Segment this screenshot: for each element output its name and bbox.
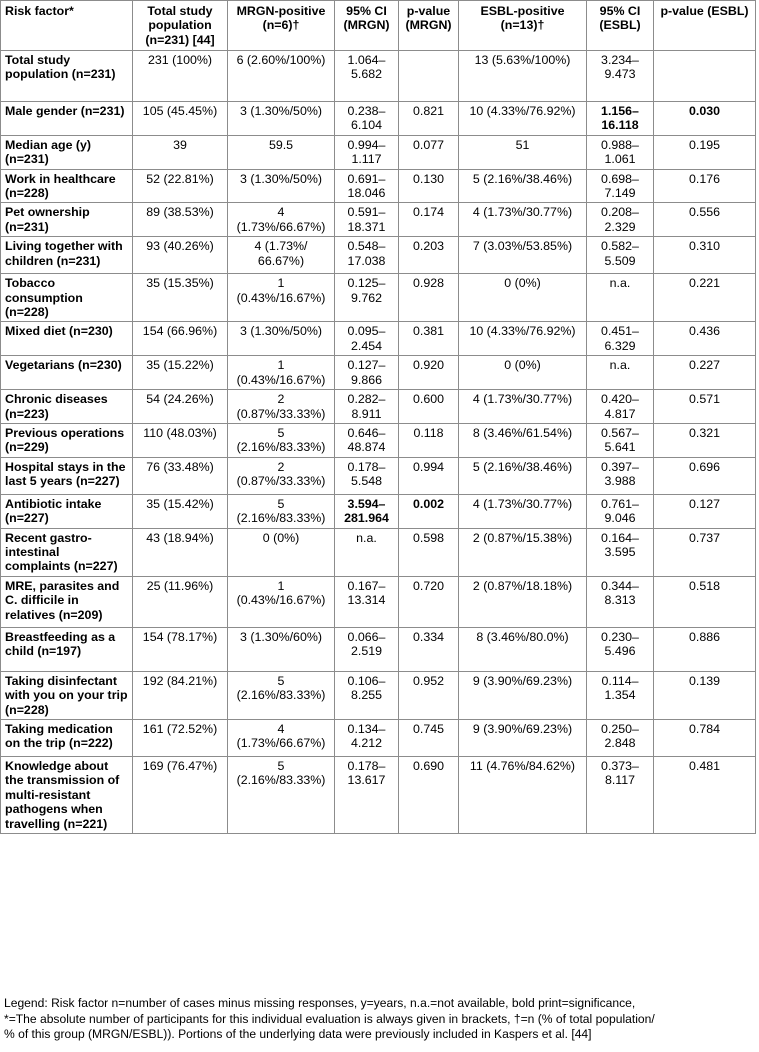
cell-ci-esbl: 0.114– 1.354 xyxy=(587,671,654,719)
cell-ci-esbl: 0.208– 2.329 xyxy=(587,203,654,237)
cell-risk-factor: Previous operations (n=229) xyxy=(1,423,133,457)
cell-ci-esbl: 0.567– 5.641 xyxy=(587,423,654,457)
cell-mrgn-positive: 5 (2.16%/83.33%) xyxy=(228,423,335,457)
cell-p-value-esbl: 0.321 xyxy=(654,423,756,457)
cell-total-population: 231 (100%) xyxy=(133,51,228,102)
cell-esbl-positive: 9 (3.90%/69.23%) xyxy=(459,719,587,756)
cell-mrgn-positive: 1 (0.43%/16.67%) xyxy=(228,356,335,390)
cell-total-population: 154 (66.96%) xyxy=(133,322,228,356)
table-row xyxy=(1,135,756,169)
table-row xyxy=(1,51,756,102)
table-row xyxy=(1,423,756,457)
cell-risk-factor: Hospital stays in the last 5 years (n=227) xyxy=(1,457,133,494)
cell-esbl-positive: 2 (0.87%/18.18%) xyxy=(459,576,587,627)
cell-mrgn-positive: 2 (0.87%/33.33%) xyxy=(228,457,335,494)
cell-total-population: 154 (78.17%) xyxy=(133,627,228,671)
cell-ci-esbl: 0.420– 4.817 xyxy=(587,390,654,424)
cell-risk-factor: Work in healthcare (n=228) xyxy=(1,169,133,203)
cell-risk-factor: Knowledge about the transmission of multi-resistant pathogens when travelling (n=221) xyxy=(1,756,133,833)
cell-mrgn-positive: 3 (1.30%/60%) xyxy=(228,627,335,671)
header-ci-esbl: 95% CI (ESBL) xyxy=(587,1,654,51)
cell-ci-mrgn: 0.591– 18.371 xyxy=(335,203,399,237)
cell-p-value-esbl: 0.127 xyxy=(654,494,756,528)
cell-esbl-positive: 0 (0%) xyxy=(459,274,587,322)
cell-p-value-mrgn: 0.077 xyxy=(399,135,459,169)
cell-ci-mrgn: 0.994– 1.117 xyxy=(335,135,399,169)
table-row xyxy=(1,576,756,627)
cell-ci-esbl: 0.397– 3.988 xyxy=(587,457,654,494)
cell-total-population: 54 (24.26%) xyxy=(133,390,228,424)
cell-total-population: 105 (45.45%) xyxy=(133,102,228,136)
cell-ci-esbl: 3.234– 9.473 xyxy=(587,51,654,102)
table-legend xyxy=(4,996,755,1043)
cell-mrgn-positive: 4 (1.73%/66.67%) xyxy=(228,719,335,756)
cell-ci-mrgn: 0.066– 2.519 xyxy=(335,627,399,671)
cell-esbl-positive: 4 (1.73%/30.77%) xyxy=(459,390,587,424)
cell-ci-mrgn: 0.282– 8.911 xyxy=(335,390,399,424)
cell-p-value-mrgn: 0.720 xyxy=(399,576,459,627)
cell-p-value-mrgn: 0.598 xyxy=(399,528,459,576)
cell-p-value-mrgn: 0.130 xyxy=(399,169,459,203)
table-row xyxy=(1,390,756,424)
header-total-population: Total study population (n=231) [44] xyxy=(133,1,228,51)
cell-mrgn-positive: 4 (1.73%/66.67%) xyxy=(228,203,335,237)
cell-ci-mrgn: 0.095– 2.454 xyxy=(335,322,399,356)
cell-p-value-mrgn xyxy=(399,51,459,102)
cell-total-population: 52 (22.81%) xyxy=(133,169,228,203)
cell-risk-factor: Tobacco consumption (n=228) xyxy=(1,274,133,322)
cell-total-population: 93 (40.26%) xyxy=(133,237,228,274)
cell-risk-factor: Median age (y) (n=231) xyxy=(1,135,133,169)
legend-line: *=The absolute number of participants for this individual evaluation is always given in brackets, †=n (% of total population/ xyxy=(4,1011,655,1026)
cell-esbl-positive: 5 (2.16%/38.46%) xyxy=(459,457,587,494)
cell-esbl-positive: 10 (4.33%/76.92%) xyxy=(459,102,587,136)
header-risk-factor: Risk factor* xyxy=(1,1,133,51)
cell-p-value-esbl: 0.195 xyxy=(654,135,756,169)
cell-ci-esbl: 0.164– 3.595 xyxy=(587,528,654,576)
cell-p-value-esbl: 0.176 xyxy=(654,169,756,203)
table-row xyxy=(1,457,756,494)
cell-p-value-mrgn: 0.334 xyxy=(399,627,459,671)
cell-ci-mrgn: 0.548– 17.038 xyxy=(335,237,399,274)
cell-risk-factor: Living together with children (n=231) xyxy=(1,237,133,274)
table-row xyxy=(1,322,756,356)
cell-ci-mrgn: 0.125– 9.762 xyxy=(335,274,399,322)
cell-total-population: 110 (48.03%) xyxy=(133,423,228,457)
header-ci-mrgn: 95% CI (MRGN) xyxy=(335,1,399,51)
cell-esbl-positive: 51 xyxy=(459,135,587,169)
cell-risk-factor: Antibiotic intake (n=227) xyxy=(1,494,133,528)
cell-p-value-esbl: 0.481 xyxy=(654,756,756,833)
cell-risk-factor: Breastfeeding as a child (n=197) xyxy=(1,627,133,671)
cell-p-value-mrgn: 0.920 xyxy=(399,356,459,390)
cell-ci-mrgn: 0.178– 5.548 xyxy=(335,457,399,494)
cell-ci-mrgn: 0.106– 8.255 xyxy=(335,671,399,719)
cell-ci-esbl: 0.761– 9.046 xyxy=(587,494,654,528)
cell-esbl-positive: 10 (4.33%/76.92%) xyxy=(459,322,587,356)
cell-total-population: 192 (84.21%) xyxy=(133,671,228,719)
cell-mrgn-positive: 5 (2.16%/83.33%) xyxy=(228,494,335,528)
cell-risk-factor: Total study population (n=231) xyxy=(1,51,133,102)
cell-ci-mrgn: 1.064– 5.682 xyxy=(335,51,399,102)
cell-risk-factor: Chronic diseases (n=223) xyxy=(1,390,133,424)
cell-esbl-positive: 8 (3.46%/61.54%) xyxy=(459,423,587,457)
cell-p-value-mrgn: 0.928 xyxy=(399,274,459,322)
cell-esbl-positive: 9 (3.90%/69.23%) xyxy=(459,671,587,719)
cell-mrgn-positive: 5 (2.16%/83.33%) xyxy=(228,671,335,719)
cell-ci-esbl: 0.373– 8.117 xyxy=(587,756,654,833)
cell-p-value-esbl: 0.139 xyxy=(654,671,756,719)
cell-mrgn-positive: 6 (2.60%/100%) xyxy=(228,51,335,102)
table-row xyxy=(1,719,756,756)
cell-ci-mrgn: 0.238– 6.104 xyxy=(335,102,399,136)
table-row xyxy=(1,102,756,136)
table-body xyxy=(1,51,756,834)
cell-ci-mrgn: 0.134– 4.212 xyxy=(335,719,399,756)
cell-esbl-positive: 2 (0.87%/15.38%) xyxy=(459,528,587,576)
cell-ci-esbl: n.a. xyxy=(587,356,654,390)
cell-mrgn-positive: 3 (1.30%/50%) xyxy=(228,102,335,136)
cell-p-value-mrgn: 0.821 xyxy=(399,102,459,136)
cell-total-population: 35 (15.22%) xyxy=(133,356,228,390)
cell-p-value-mrgn: 0.600 xyxy=(399,390,459,424)
cell-p-value-esbl: 0.886 xyxy=(654,627,756,671)
cell-ci-mrgn: 0.167– 13.314 xyxy=(335,576,399,627)
table-row xyxy=(1,627,756,671)
cell-p-value-esbl: 0.556 xyxy=(654,203,756,237)
cell-risk-factor: Male gender (n=231) xyxy=(1,102,133,136)
cell-total-population: 161 (72.52%) xyxy=(133,719,228,756)
cell-p-value-esbl: 0.737 xyxy=(654,528,756,576)
header-esbl-positive: ESBL-positive (n=13)† xyxy=(459,1,587,51)
table-row xyxy=(1,237,756,274)
table-row xyxy=(1,203,756,237)
header-mrgn-positive: MRGN-positive (n=6)† xyxy=(228,1,335,51)
cell-risk-factor: MRE, parasites and C. difficile in relatives (n=209) xyxy=(1,576,133,627)
cell-ci-mrgn: 0.178– 13.617 xyxy=(335,756,399,833)
cell-mrgn-positive: 0 (0%) xyxy=(228,528,335,576)
cell-p-value-esbl: 0.227 xyxy=(654,356,756,390)
cell-mrgn-positive: 2 (0.87%/33.33%) xyxy=(228,390,335,424)
cell-ci-esbl: 0.250– 2.848 xyxy=(587,719,654,756)
cell-p-value-esbl: 0.784 xyxy=(654,719,756,756)
cell-total-population: 39 xyxy=(133,135,228,169)
cell-mrgn-positive: 1 (0.43%/16.67%) xyxy=(228,274,335,322)
cell-ci-esbl: 0.344– 8.313 xyxy=(587,576,654,627)
cell-p-value-esbl: 0.310 xyxy=(654,237,756,274)
cell-esbl-positive: 8 (3.46%/80.0%) xyxy=(459,627,587,671)
cell-risk-factor: Taking medication on the trip (n=222) xyxy=(1,719,133,756)
cell-p-value-mrgn: 0.690 xyxy=(399,756,459,833)
header-p-value-mrgn: p-value (MRGN) xyxy=(399,1,459,51)
cell-esbl-positive: 4 (1.73%/30.77%) xyxy=(459,203,587,237)
cell-p-value-esbl: 0.436 xyxy=(654,322,756,356)
cell-p-value-mrgn: 0.381 xyxy=(399,322,459,356)
cell-ci-esbl: 0.451– 6.329 xyxy=(587,322,654,356)
cell-p-value-esbl: 0.571 xyxy=(654,390,756,424)
cell-p-value-mrgn: 0.952 xyxy=(399,671,459,719)
table-row xyxy=(1,671,756,719)
cell-esbl-positive: 4 (1.73%/30.77%) xyxy=(459,494,587,528)
cell-p-value-mrgn: 0.118 xyxy=(399,423,459,457)
cell-risk-factor: Vegetarians (n=230) xyxy=(1,356,133,390)
cell-esbl-positive: 5 (2.16%/38.46%) xyxy=(459,169,587,203)
cell-p-value-mrgn: 0.174 xyxy=(399,203,459,237)
cell-mrgn-positive: 3 (1.30%/50%) xyxy=(228,169,335,203)
table-row xyxy=(1,274,756,322)
table-row xyxy=(1,528,756,576)
table-row xyxy=(1,356,756,390)
cell-ci-esbl: 0.698– 7.149 xyxy=(587,169,654,203)
cell-ci-mrgn: 3.594– 281.964 xyxy=(335,494,399,528)
cell-ci-esbl: 1.156– 16.118 xyxy=(587,102,654,136)
cell-p-value-mrgn: 0.994 xyxy=(399,457,459,494)
cell-p-value-esbl: 0.221 xyxy=(654,274,756,322)
cell-p-value-esbl xyxy=(654,51,756,102)
cell-total-population: 169 (76.47%) xyxy=(133,756,228,833)
cell-ci-esbl: n.a. xyxy=(587,274,654,322)
cell-p-value-esbl: 0.696 xyxy=(654,457,756,494)
cell-ci-mrgn: 0.646– 48.874 xyxy=(335,423,399,457)
cell-risk-factor: Recent gastro-intestinal complaints (n=227) xyxy=(1,528,133,576)
cell-risk-factor: Taking disinfectant with you on your trip (n=228) xyxy=(1,671,133,719)
table-row xyxy=(1,169,756,203)
table-row xyxy=(1,494,756,528)
cell-esbl-positive: 11 (4.76%/84.62%) xyxy=(459,756,587,833)
cell-total-population: 43 (18.94%) xyxy=(133,528,228,576)
cell-mrgn-positive: 5 (2.16%/83.33%) xyxy=(228,756,335,833)
cell-esbl-positive: 7 (3.03%/53.85%) xyxy=(459,237,587,274)
cell-p-value-esbl: 0.030 xyxy=(654,102,756,136)
cell-esbl-positive: 0 (0%) xyxy=(459,356,587,390)
cell-total-population: 35 (15.35%) xyxy=(133,274,228,322)
cell-mrgn-positive: 1 (0.43%/16.67%) xyxy=(228,576,335,627)
cell-esbl-positive: 13 (5.63%/100%) xyxy=(459,51,587,102)
cell-p-value-mrgn: 0.745 xyxy=(399,719,459,756)
cell-risk-factor: Mixed diet (n=230) xyxy=(1,322,133,356)
cell-ci-esbl: 0.230– 5.496 xyxy=(587,627,654,671)
cell-total-population: 76 (33.48%) xyxy=(133,457,228,494)
header-p-value-esbl: p-value (ESBL) xyxy=(654,1,756,51)
cell-risk-factor: Pet ownership (n=231) xyxy=(1,203,133,237)
legend-line: Legend: Risk factor n=number of cases minus missing responses, y=years, n.a.=not available, bold print=significance, xyxy=(4,996,636,1010)
cell-ci-esbl: 0.582– 5.509 xyxy=(587,237,654,274)
legend-line: % of this group (MRGN/ESBL)). Portions of the underlying data were previously included in Kaspers et al. [44] xyxy=(4,1027,592,1042)
cell-total-population: 89 (38.53%) xyxy=(133,203,228,237)
cell-ci-mrgn: 0.127– 9.866 xyxy=(335,356,399,390)
cell-ci-mrgn: 0.691– 18.046 xyxy=(335,169,399,203)
cell-p-value-mrgn: 0.002 xyxy=(399,494,459,528)
cell-mrgn-positive: 59.5 xyxy=(228,135,335,169)
table-row xyxy=(1,756,756,833)
cell-ci-mrgn: n.a. xyxy=(335,528,399,576)
cell-mrgn-positive: 3 (1.30%/50%) xyxy=(228,322,335,356)
cell-total-population: 25 (11.96%) xyxy=(133,576,228,627)
cell-total-population: 35 (15.42%) xyxy=(133,494,228,528)
cell-mrgn-positive: 4 (1.73%/ 66.67%) xyxy=(228,237,335,274)
cell-ci-esbl: 0.988– 1.061 xyxy=(587,135,654,169)
cell-p-value-mrgn: 0.203 xyxy=(399,237,459,274)
table-header-row xyxy=(1,1,756,51)
cell-p-value-esbl: 0.518 xyxy=(654,576,756,627)
